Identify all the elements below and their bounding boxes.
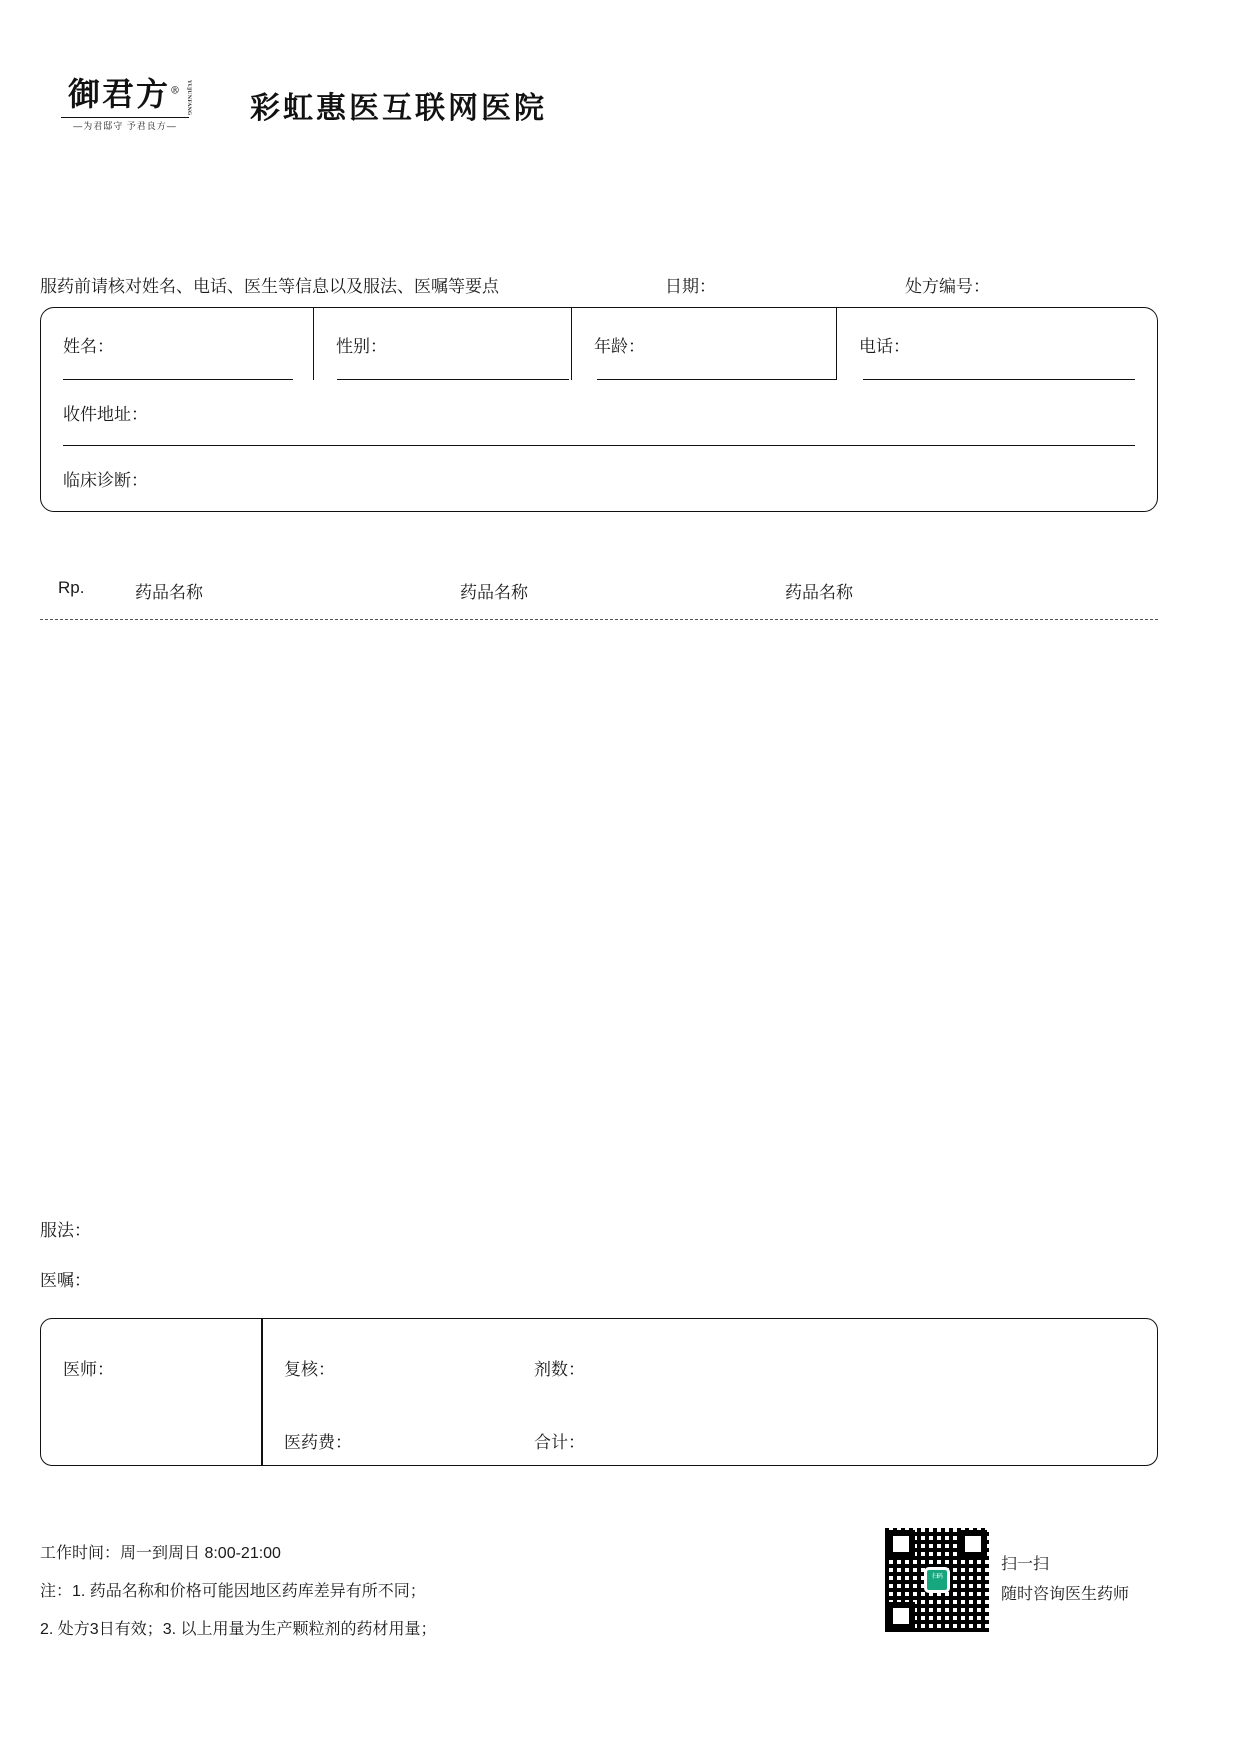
document-header: [55, 75, 547, 131]
medical-advice-label: 医嘱：: [40, 1271, 91, 1290]
logo-registered-mark: ®: [170, 85, 182, 97]
clinical-diagnosis-field[interactable]: [63, 466, 148, 491]
doses-field[interactable]: [534, 1355, 585, 1380]
drug-column-header-3: 药品名称: [785, 583, 853, 602]
age-writing-line: [597, 379, 837, 380]
medicine-fee-label: 医药费：: [284, 1433, 352, 1452]
medicine-fee-field[interactable]: [284, 1428, 352, 1453]
rp-label: Rp.: [58, 578, 85, 597]
medical-advice-field[interactable]: [40, 1266, 91, 1291]
qr-finder-bottom-left: [887, 1602, 915, 1630]
qr-caption: [1001, 1550, 1129, 1610]
patient-phone-label: 电话：: [859, 336, 910, 356]
qr-code-icon[interactable]: [885, 1528, 989, 1632]
footer-notes: [40, 1535, 436, 1649]
signature-box: [40, 1318, 1158, 1466]
footer-note-1: 注：1. 药品名称和价格可能因地区药库差异有所不同；: [40, 1583, 426, 1600]
logo-divider: [61, 117, 189, 118]
patient-age-label: 年龄：: [594, 336, 645, 356]
prescription-number-label: 处方编号：: [905, 277, 990, 296]
patient-info-box: [40, 307, 1158, 512]
usage-label: 服法：: [40, 1221, 91, 1240]
qr-caption-line-2: 随时咨询医生药师: [1001, 1586, 1130, 1603]
delivery-address-label: 收件地址：: [63, 405, 148, 424]
phone-writing-line: [863, 379, 1135, 380]
usage-field[interactable]: [40, 1216, 91, 1241]
doctor-label: 医师：: [63, 1360, 114, 1379]
prescription-body-blank-area[interactable]: [40, 630, 1158, 1200]
total-field[interactable]: [534, 1428, 585, 1453]
brand-logo: [55, 75, 195, 131]
patient-name-label: 姓名：: [63, 336, 114, 356]
patient-gender-label: 性别：: [336, 336, 387, 356]
drug-column-header-2: 药品名称: [460, 583, 528, 602]
date-label: 日期：: [665, 277, 716, 296]
hospital-name: 彩虹惠医互联网医院: [250, 90, 547, 126]
recheck-field[interactable]: [284, 1355, 335, 1380]
patient-phone-field[interactable]: [836, 308, 1156, 380]
working-hours-text: 工作时间：周一到周日 8:00-21:00: [40, 1545, 281, 1562]
rp-dashed-divider: [40, 619, 1158, 620]
clinical-diagnosis-label: 临床诊断：: [63, 471, 148, 490]
delivery-address-field[interactable]: [63, 400, 148, 425]
patient-name-field[interactable]: [41, 308, 313, 380]
name-writing-line: [63, 379, 293, 380]
qr-caption-line-1: 扫一扫: [1001, 1556, 1050, 1573]
doses-label: 剂数：: [534, 1360, 585, 1379]
logo-slogan: —为君邸守 予君良方—: [73, 121, 177, 131]
patient-info-row-top: [41, 308, 1157, 380]
drug-column-header-1: 药品名称: [135, 583, 203, 602]
total-label: 合计：: [534, 1433, 585, 1452]
gender-writing-line: [337, 379, 569, 380]
footer-note-2: 2. 处方3日有效；3. 以上用量为生产颗粒剂的药材用量；: [40, 1621, 437, 1638]
qr-center-logo: 扫码: [924, 1567, 950, 1593]
patient-gender-field[interactable]: [313, 308, 571, 380]
logo-text: 御君方: [67, 75, 170, 113]
recheck-label: 复核：: [284, 1360, 335, 1379]
qr-section: [885, 1528, 1129, 1632]
patient-age-field[interactable]: [571, 308, 836, 380]
notice-check-text: 服药前请核对姓名、电话、医生等信息以及服法、医嘱等要点: [40, 277, 499, 296]
address-writing-line: [63, 445, 1135, 446]
logo-side-text: YUJUNFANG: [186, 80, 192, 116]
signature-box-divider: [261, 1319, 263, 1465]
doctor-signature-field[interactable]: [63, 1355, 114, 1380]
logo-mark: [67, 75, 192, 116]
